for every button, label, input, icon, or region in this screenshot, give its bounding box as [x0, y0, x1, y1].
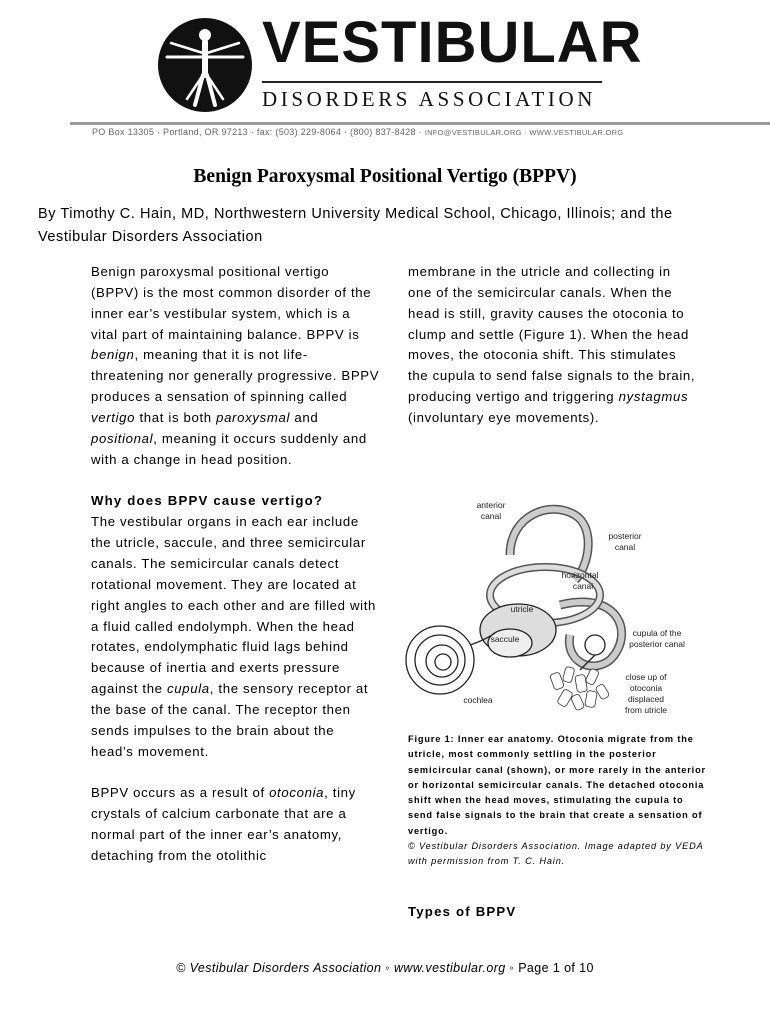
contact-main: PO Box 13305 · Portland, OR 97213 · fax: (503) 229-8064 · (800) 837-8428 · [92, 127, 425, 137]
label-saccule: saccule [490, 634, 520, 644]
page-number: Page 1 of 10 [518, 961, 594, 975]
label-horizontal-canal: canal [572, 581, 594, 591]
brand-name: VESTIBULAR [262, 10, 643, 75]
label-cupula-posterior: posterior canal [629, 639, 685, 649]
brand-divider [262, 81, 602, 83]
page-title: Benign Paroxysmal Positional Vertigo (BPPV) [193, 166, 577, 187]
brand-subtitle: DISORDERS ASSOCIATION [262, 87, 597, 111]
footer-url[interactable]: www.vestibular.org [393, 961, 506, 975]
caption-credit: © Vestibular Disorders Association. Image adapted by VEDA with permission from T. C. Hain. [408, 841, 704, 867]
intro-paragraph: Benign paroxysmal positional vertigo (BPPV) is the most common disorder of the inner ear’s vestibular system, which is a vital part of maintaining balance. BPPV is benign, meaning that it is not life-threatening nor generally progressive. BPPV produces a sensation of spinning called vertigo that is both paroxysmal and positional, meaning it occurs suddenly and with a change in head position. [91, 264, 380, 467]
right-column [408, 262, 698, 429]
left-column [91, 262, 381, 867]
byline: By Timothy C. Hain, MD, Northwestern University Medical School, Chicago, Illinois; and the Vestibular Disorders Association [38, 206, 673, 245]
contact-line [92, 127, 623, 137]
types-heading: Types of BPPV [408, 904, 517, 919]
vitruvian-logo-icon [157, 17, 253, 113]
footer-org: © Vestibular Disorders Association [176, 961, 382, 975]
label-cupula: cupula of the [632, 628, 682, 638]
figure-caption [408, 732, 708, 870]
vestibular-paragraph: The vestibular organs in each ear include the utricle, saccule, and three semicircular canals. The semicircular canals detect rotational movement. They are located at right angles to each other and are filled with a fluid called endolymph. When the head rotates, endolymphatic fluid lags behind because of inertia and exerts pressure against the cupula, the sensory receptor at the base of the canal. The receptor then sends impulses to the brain about the head’s movement. [91, 514, 377, 759]
continuation-paragraph: membrane in the utricle and collecting in one of the semicircular canals. When the head is still, gravity causes the otoconia to clump and settle (Figure 1). When the head moves, the otoconia shift. This stimulates the cupula to send false signals to the brain, producing vertigo and triggering nystagmus (involuntary eye movements). [408, 264, 696, 425]
header-divider [70, 122, 770, 125]
label-anterior: anterior [476, 500, 506, 510]
label-anterior-canal: canal [480, 511, 502, 521]
label-cochlea: cochlea [463, 695, 493, 705]
label-closeup-2: otoconia [629, 683, 663, 693]
section-heading: Why does BPPV cause vertigo? [91, 493, 324, 509]
caption-text: Figure 1: Inner ear anatomy. Otoconia migrate from the utricle, most commonly settling in the posterior semicircular canal (shown), or more rarely in the anterior or horizontal semicircular canals. The detached otoconia shift when the head moves, stimulating the cupula to send false signals to the brain that create a sensation of vertigo. [408, 734, 706, 836]
label-closeup-3: displaced [628, 694, 664, 704]
inner-ear-figure [400, 495, 700, 725]
label-closeup-4: from utricle [624, 705, 668, 715]
label-posterior: posterior [608, 531, 642, 541]
label-horizontal: horizontal [561, 570, 599, 580]
label-closeup-1: close up of [625, 672, 667, 682]
contact-web[interactable]: INFO@VESTIBULAR.ORG · WWW.VESTIBULAR.ORG [424, 128, 624, 137]
page-footer: © Vestibular Disorders Association ◦ www.vestibular.org ◦ Page 1 of 10 [176, 961, 594, 975]
label-utricle: utricle [510, 604, 534, 614]
label-posterior-canal: canal [614, 542, 636, 552]
otoconia-paragraph: BPPV occurs as a result of otoconia, tiny crystals of calcium carbonate that are a normal part of the inner ear’s anatomy, detaching from the otolithic [91, 785, 356, 863]
